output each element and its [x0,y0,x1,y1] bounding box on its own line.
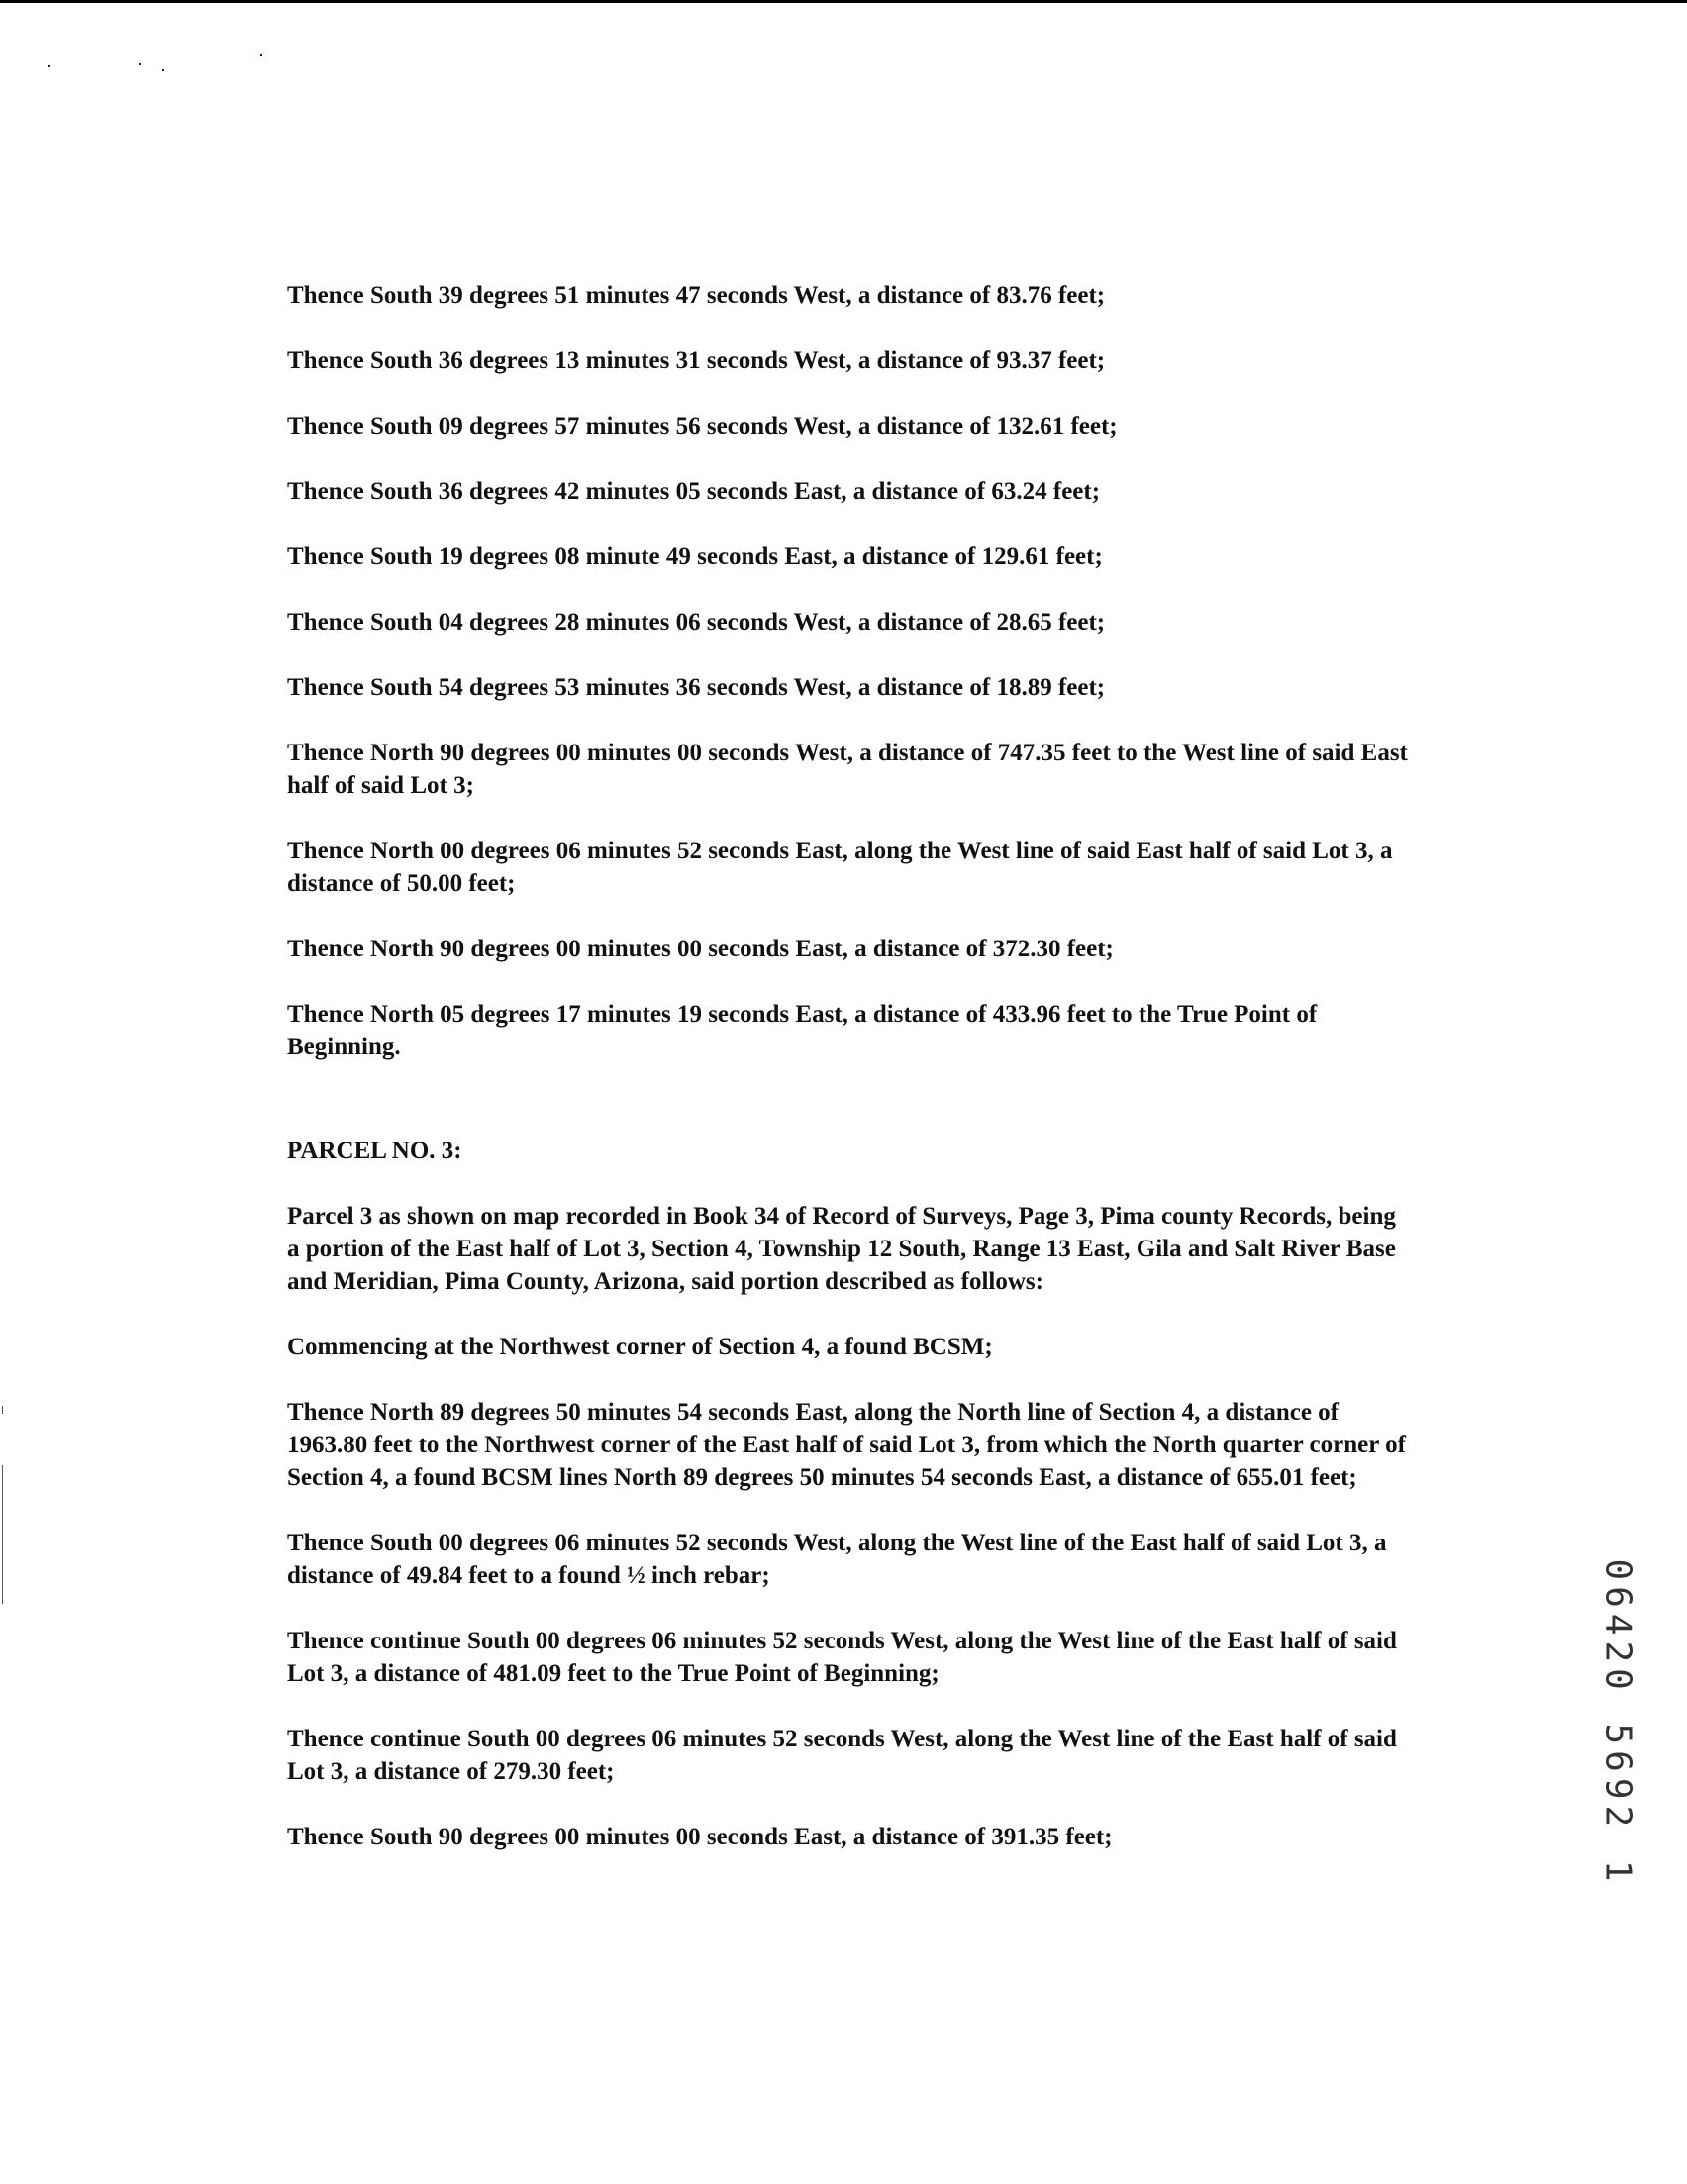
course-paragraph: Thence continue South 00 degrees 06 minutes 52 seconds West, along the West line of the East half of said Lot 3, a distance of 279.30 feet; [287,1726,1397,1785]
scan-speck [139,63,141,65]
scan-speck [48,65,50,67]
course-paragraph: Thence North 00 degrees 06 minutes 52 seconds East, along the West line of said East half of said Lot 3, a distance of 50.00 feet; [287,838,1393,897]
course-paragraph: Thence continue South 00 degrees 06 minutes 52 seconds West, along the West line of the East half of said Lot 3, a distance of 481.09 feet to the True Point of Beginning; [287,1628,1397,1687]
parcel-heading: PARCEL NO. 3: [287,1138,462,1164]
scan-margin-mark [2,1465,3,1604]
course-paragraph: Thence North 89 degrees 50 minutes 54 seconds East, along the North line of Section 4, a distance of 1963.80 feet to the Northwest corner of the East half of said Lot 3, from which the North quarter corner of Section 4, a found BCSM lines North 89 degrees 50 minutes 54 seconds East, a distance of 655.01 feet; [287,1399,1406,1491]
scan-top-border [0,0,1687,3]
course-paragraph: Thence North 90 degrees 00 minutes 00 seconds West, a distance of 747.35 feet to the West line of said East half of said Lot 3; [287,740,1408,799]
course-paragraph: Thence North 90 degrees 00 minutes 00 seconds East, a distance of 372.30 feet; [287,936,1114,962]
document-body [287,279,1411,1853]
course-paragraph: Thence South 00 degrees 06 minutes 52 seconds West, along the West line of the East half of said Lot 3, a distance of 49.84 feet to a found ½ inch rebar; [287,1530,1387,1589]
course-paragraph: Thence South 36 degrees 13 minutes 31 seconds West, a distance of 93.37 feet; [287,347,1106,374]
course-paragraph: Thence South 90 degrees 00 minutes 00 seconds East, a distance of 391.35 feet; [287,1824,1113,1850]
course-paragraph: Commencing at the Northwest corner of Section 4, a found BCSM; [287,1334,993,1360]
scan-margin-mark [2,1406,3,1414]
course-paragraph: Thence South 54 degrees 53 minutes 36 seconds West, a distance of 18.89 feet; [287,674,1106,701]
course-paragraph: Thence South 19 degrees 08 minute 49 seconds East, a distance of 129.61 feet; [287,544,1103,570]
scan-speck [260,54,262,56]
course-paragraph: Thence North 05 degrees 17 minutes 19 seconds East, a distance of 433.96 feet to the True Point of Beginning. [287,1001,1318,1060]
parcel-description: Parcel 3 as shown on map recorded in Book 34 of Record of Surveys, Page 3, Pima county Records, being a portion of the East half of Lot 3, Section 4, Township 12 South, Range 13 East, Gila and Salt River Base and Meridian, Pima County, Arizona, said portion described as follows: [287,1203,1396,1295]
course-paragraph: Thence South 04 degrees 28 minutes 06 seconds West, a distance of 28.65 feet; [287,609,1106,636]
scan-speck [162,69,164,71]
course-paragraph: Thence South 39 degrees 51 minutes 47 seconds West, a distance of 83.76 feet; [287,282,1106,309]
side-stamp-number: 06420 5692 1 [1597,1557,1638,1888]
course-paragraph: Thence South 09 degrees 57 minutes 56 seconds West, a distance of 132.61 feet; [287,413,1118,440]
side-stamp [1588,1557,1647,1888]
course-paragraph: Thence South 36 degrees 42 minutes 05 seconds East, a distance of 63.24 feet; [287,478,1101,505]
